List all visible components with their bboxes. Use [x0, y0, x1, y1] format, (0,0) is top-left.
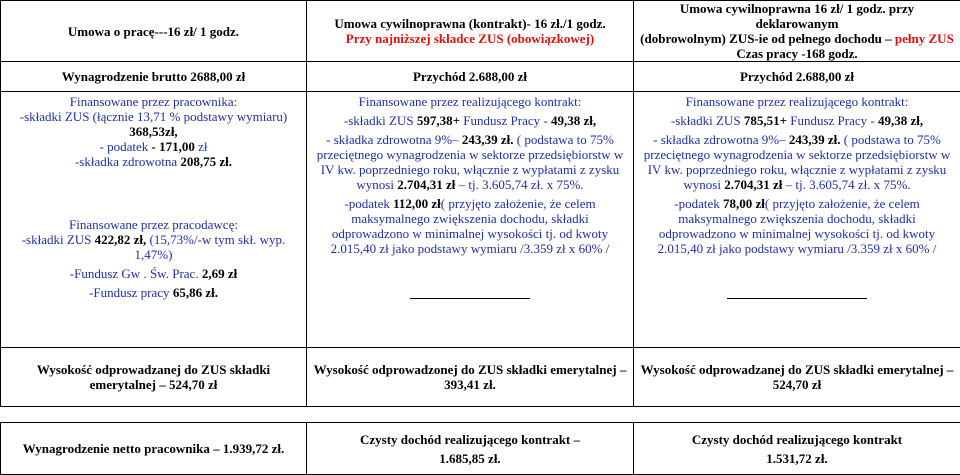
- brutto-col2: Przychód 2.688,00 zł: [307, 62, 634, 92]
- employee-zus-line: -składki ZUS (łącznie 13,71 % podstawy wymiaru): [5, 109, 302, 124]
- labour-fund-line: -Fundusz pracy 65,86 zł.: [5, 285, 302, 300]
- header-col3-line2b: pełny ZUS: [895, 31, 954, 46]
- header-col2-line2: Przy najniższej składce ZUS (obowiązkowej): [311, 31, 629, 46]
- contractor-tax-line-3: -podatek 78,00 zł( przyjęto założenie, że celem maksymalnego zwiększenia dochodu, składki odprowadzono w minimalnej wysokości tj. od kwoty 2.015,40 zł jako podstawy wymiaru /3.359 zł x 60% /: [638, 196, 956, 256]
- employee-health-line: -składka zdrowotna 208,75 zł.: [5, 154, 302, 169]
- header-row: [1, 1, 960, 62]
- costs-col3: [634, 92, 960, 348]
- costs-col2: [307, 92, 634, 348]
- employee-tax-line: - podatek - 171,00 zł: [5, 139, 302, 154]
- zus-total-col2: Wysokość odprowadzonej do ZUS składki emerytalnej – 393,41 zł.: [307, 348, 634, 407]
- employer-financed-title: Finansowane przez pracodawcę:: [5, 217, 302, 232]
- zus-total-row: [1, 348, 960, 407]
- header-col2-line1: Umowa cywilnoprawna (kontrakt)- 16 zł./1 godz.: [311, 16, 629, 31]
- spacer-cell: [1, 407, 307, 423]
- zus-total-col3: Wysokość odprowadzanej do ZUS składki emerytalnej – 524,70 zł: [634, 348, 960, 407]
- spacer-cell: [307, 407, 634, 423]
- contractor-health-line-2: - składka zdrowotna 9%– 243,39 zł. ( podstawa to 75% przeciętnego wynagrodzenia w sektorze przedsiębiorstw w IV kw. poprzedniego roku, włącznie z wypłatami z zysku wynosi 2.704,31 zł – tj. 3.605,74 zł. x 75%.: [311, 132, 629, 192]
- brutto-col3: Przychód 2.688,00 zł: [634, 62, 960, 92]
- contractor-tax-line-2: -podatek 112,00 zł( przyjęto założenie, że celem maksymalnego zwiększenia dochodu, składki odprowadzono w minimalnej wysokości tj. od kwoty 2.015,40 zł jako podstawy wymiaru /3.359 zł x 60% /: [311, 196, 629, 256]
- contractor-financed-title-2: Finansowane przez realizującego kontrakt:: [311, 94, 629, 109]
- net-col2-line2: 1.685,85 zł.: [311, 451, 629, 466]
- signature-underline-3: [727, 298, 867, 299]
- header-col3-line1: Umowa cywilnoprawna 16 zł/ 1 godz. przy deklarowanym: [638, 1, 956, 31]
- employer-zus-line: -składki ZUS 422,82 zł, (15,73%/-w tym skł. wyp. 1,47%): [5, 232, 302, 262]
- header-civil-contract-full: [634, 1, 960, 62]
- signature-underline-2: [410, 298, 530, 299]
- spacer-cell: [634, 407, 960, 423]
- contractor-health-line-3: - składka zdrowotna 9%– 243,39 zł. ( podstawa to 75% przeciętnego wynagrodzenia w sektorze przedsiębiorstw w IV kw. poprzedniego roku, włącznie z wypłatami z zysku wynosi 2.704,31 zł – tj. 3.605,74 zł. x 75%.: [638, 132, 956, 192]
- fgsp-line: -Fundusz Gw . Św. Prac. 2,69 zł: [5, 266, 302, 281]
- costs-col1: [1, 92, 307, 348]
- header-col3-line3: Czas pracy -168 godz.: [638, 46, 956, 61]
- brutto-col1: Wynagrodzenie brutto 2688,00 zł: [1, 62, 307, 92]
- costs-row: [1, 92, 960, 348]
- net-col2-line1: Czysty dochód realizującego kontrakt –: [311, 432, 629, 447]
- header-col1-text: Umowa o pracę---16 zł/ 1 godz.: [68, 24, 239, 39]
- employee-zus-amount: 368,53zł,: [5, 124, 302, 139]
- net-col3-line1: Czysty dochód realizującego kontrakt: [638, 432, 956, 447]
- header-employment-contract: [1, 1, 307, 62]
- header-civil-contract-min: [307, 1, 634, 62]
- net-col3: [634, 423, 960, 475]
- net-row: [1, 423, 960, 475]
- contractor-zus-line-3: -składki ZUS 785,51+ Fundusz Pracy - 49,38 zł,: [638, 113, 956, 128]
- net-col2: [307, 423, 634, 475]
- header-col3-line2a: (dobrowolnym) ZUS-ie od pełnego dochodu –: [640, 31, 895, 46]
- contractor-financed-title-3: Finansowane przez realizującego kontrakt:: [638, 94, 956, 109]
- contractor-zus-line-2: -składki ZUS 597,38+ Fundusz Pracy - 49,38 zł,: [311, 113, 629, 128]
- zus-total-col1: Wysokość odprowadzanej do ZUS składki emerytalnej – 524,70 zł: [1, 348, 307, 407]
- employee-financed-title: Finansowane przez pracownika:: [5, 94, 302, 109]
- net-col1: Wynagrodzenie netto pracownika – 1.939,72 zł.: [1, 423, 307, 475]
- spacer-row: [1, 407, 960, 423]
- net-col3-line2: 1.531,72 zł.: [638, 451, 956, 466]
- brutto-row: [1, 62, 960, 92]
